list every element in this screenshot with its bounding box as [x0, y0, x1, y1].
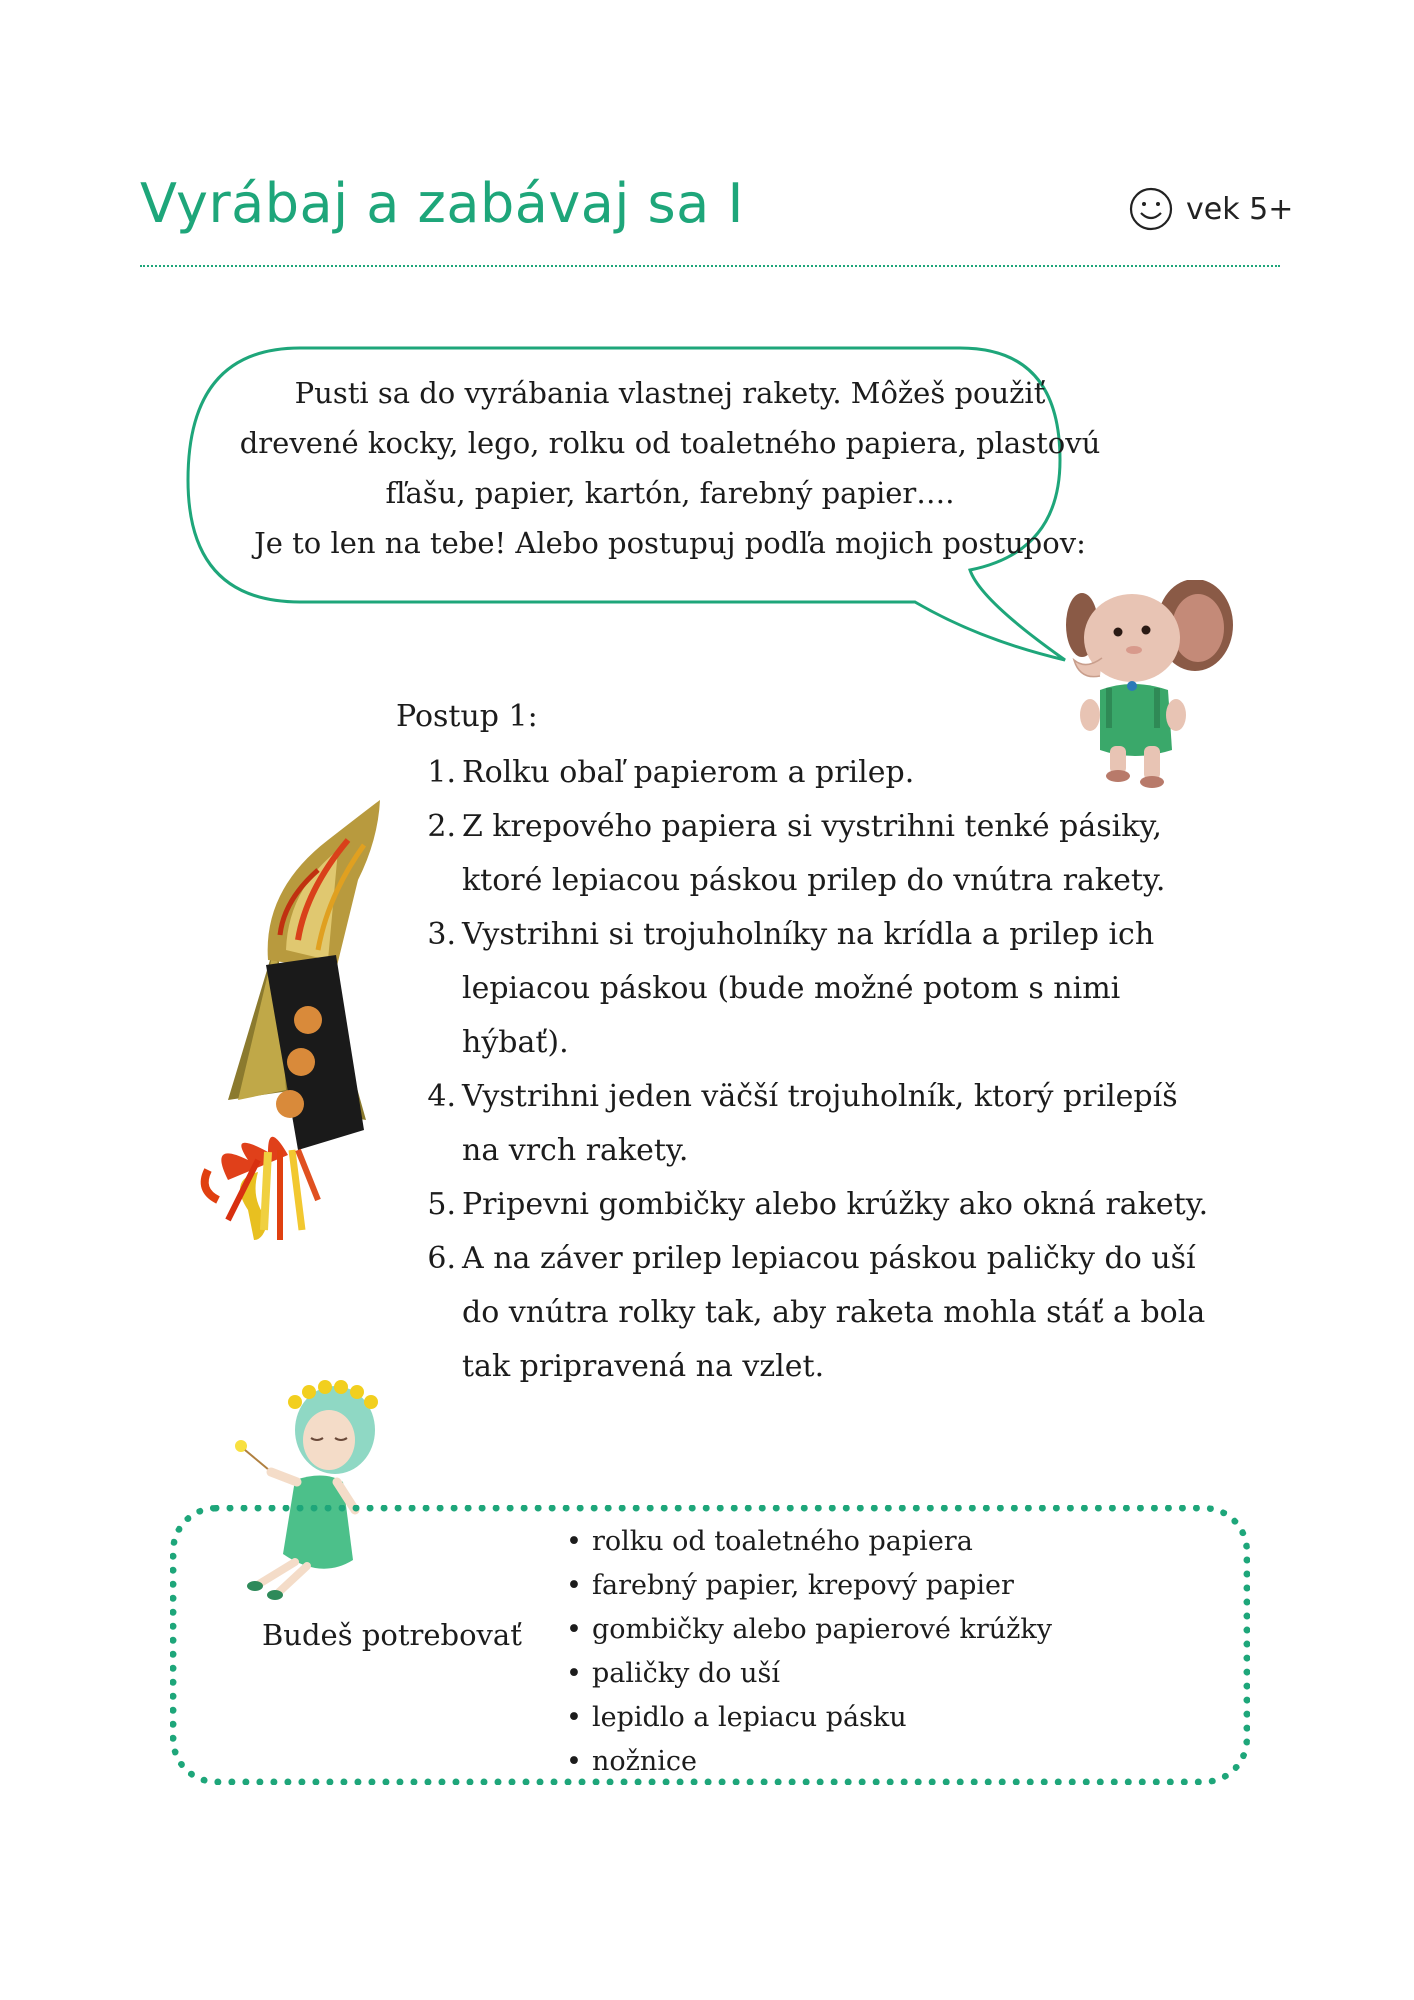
step-line: hýbať). — [462, 1025, 569, 1060]
step-text — [462, 1070, 1276, 1178]
intro-text — [210, 368, 1130, 568]
step-line: na vrch rakety. — [462, 1133, 689, 1168]
step-line: Vystrihni jeden väčší trojuholník, ktorý prilepíš — [462, 1079, 1178, 1114]
step-number: 1. — [427, 755, 456, 790]
procedure-step — [396, 1232, 1276, 1394]
procedure-steps — [396, 746, 1276, 1394]
procedure-step — [396, 800, 1276, 908]
step-line: Rolku obaľ papierom a prilep. — [462, 755, 915, 790]
age-badge — [1128, 186, 1293, 232]
page-title: Vyrábaj a zabávaj sa I — [140, 172, 744, 235]
step-number: 4. — [427, 1079, 456, 1114]
step-text — [462, 1232, 1276, 1394]
step-text — [462, 746, 1276, 800]
intro-line: Pusti sa do vyrábania vlastnej rakety. Môžeš použiť — [294, 376, 1046, 410]
intro-line: fľašu, papier, kartón, farebný papier…. — [385, 476, 955, 510]
materials-item: • lepidlo a lepiacu pásku — [566, 1696, 1052, 1740]
step-line: Z krepového papiera si vystrihni tenké pásiky, — [462, 809, 1162, 844]
age-label: vek 5+ — [1186, 191, 1294, 227]
materials-item: • nožnice — [566, 1740, 1052, 1784]
step-text — [462, 1178, 1276, 1232]
procedure-title: Postup 1: — [396, 699, 538, 734]
procedure — [396, 690, 1276, 1394]
step-line: A na záver prilep lepiacou páskou paličky do uší — [462, 1241, 1196, 1276]
materials-item: • rolku od toaletného papiera — [566, 1520, 1052, 1564]
step-text — [462, 800, 1276, 908]
step-line: do vnútra rolky tak, aby raketa mohla stáť a bola — [462, 1295, 1206, 1330]
materials-item: • farebný papier, krepový papier — [566, 1564, 1052, 1608]
intro-line: Je to len na tebe! Alebo postupuj podľa mojich postupov: — [254, 526, 1086, 560]
materials-item: • paličky do uší — [566, 1652, 1052, 1696]
procedure-step — [396, 908, 1276, 1070]
rocket-illustration — [168, 800, 408, 1250]
materials-list — [566, 1520, 1052, 1784]
procedure-step — [396, 1178, 1276, 1232]
step-line: ktoré lepiacou páskou prilep do vnútra rakety. — [462, 863, 1166, 898]
header-divider — [140, 265, 1280, 267]
step-text — [462, 908, 1276, 1070]
materials-item: • gombičky alebo papierové krúžky — [566, 1608, 1052, 1652]
step-number: 6. — [427, 1241, 456, 1276]
step-number: 2. — [427, 809, 456, 844]
step-line: Vystrihni si trojuholníky na krídla a prilep ich — [462, 917, 1155, 952]
step-line: Pripevni gombičky alebo krúžky ako okná rakety. — [462, 1187, 1209, 1222]
smiley-icon — [1128, 186, 1174, 232]
step-number: 3. — [427, 917, 456, 952]
step-number: 5. — [427, 1187, 456, 1222]
step-line: lepiacou páskou (bude možné potom s nimi — [462, 971, 1121, 1006]
step-line: tak pripravená na vzlet. — [462, 1349, 825, 1384]
procedure-step — [396, 1070, 1276, 1178]
intro-line: drevené kocky, lego, rolku od toaletného papiera, plastovú — [239, 426, 1101, 460]
procedure-step — [396, 746, 1276, 800]
materials-label: Budeš potrebovať — [262, 1618, 522, 1652]
